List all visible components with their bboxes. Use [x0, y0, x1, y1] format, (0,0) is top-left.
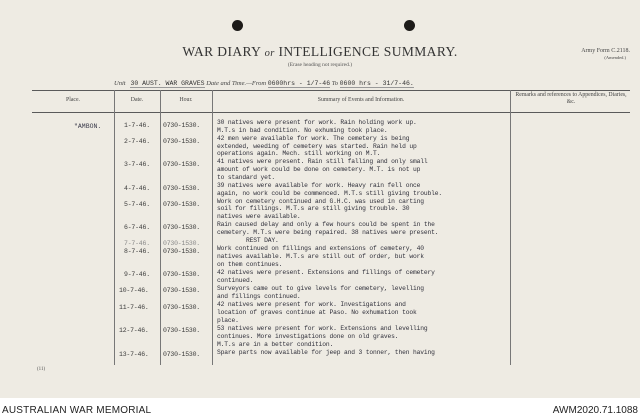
summary-line: again, no work could be commenced. M.T.s still giving trouble.: [217, 190, 442, 197]
summary-line: natives were available.: [217, 213, 301, 220]
entry-date: 11-7-46.: [119, 304, 149, 311]
form-title: [0, 44, 640, 60]
table-top-rule: [32, 90, 630, 91]
unit-value: 30 AUST. WAR GRAVES: [130, 80, 205, 87]
date-time-label: Date and Time.—From: [206, 80, 267, 87]
entry-date: 9-7-46.: [124, 271, 150, 278]
entry-hour: 0730-1530.: [163, 287, 201, 294]
summary-line: operations again. Mech. still working on M.T.: [217, 150, 381, 157]
entry-date: 1-7-46.: [124, 122, 150, 129]
entry-date: 13-7-46.: [119, 351, 149, 358]
summary-line: continues. More investigations done on old graves.: [217, 333, 399, 340]
summary-line: continued.: [217, 277, 254, 284]
summary-line: amount of work could be done on cemetery. M.T. is not up: [217, 166, 421, 173]
summary-line: M.T.s in bad condition. No exhuming took place.: [217, 127, 388, 134]
entry-date: 8-7-46.: [124, 248, 150, 255]
to-value: 0600 hrs - 31/7-46.: [339, 80, 414, 87]
summary-line: 42 natives were present. Extensions and fillings of cemetery: [217, 269, 435, 276]
summary-line: on them continues.: [217, 261, 283, 268]
summary-line: Spare parts now available for jeep and 3 tonner, then having: [217, 349, 435, 356]
summary-line: 30 natives were present for work. Rain holding work up.: [217, 119, 417, 126]
summary-line: extended, weeding of cemetery was started. Rain held up: [217, 143, 417, 150]
summary-line: 39 natives were available for work. Heavy rain fell once: [217, 182, 421, 189]
title-or: or: [264, 48, 275, 59]
unit-label: Unit: [114, 80, 126, 87]
summary-column-header: Summary of Events and Information.: [317, 97, 405, 103]
accession-number: AWM2020.71.1088: [552, 405, 638, 416]
summary-line: location of graves continue at Paso. No exhumation took: [217, 309, 417, 316]
title-intelligence-summary: INTELLIGENCE SUMMARY.: [278, 44, 458, 59]
entry-hour: 0730-1530.: [163, 271, 201, 278]
entry-hour: 0730-1530.: [163, 327, 201, 334]
amended-note: (Amended.): [604, 55, 626, 61]
entry-date: 6-7-46.: [124, 224, 150, 231]
header-bottom-rule: [32, 112, 630, 113]
summary-line: Rain caused delay and only a few hours could be spent in the: [217, 221, 435, 228]
summary-line: and fillings continued.: [217, 293, 301, 300]
entry-hour: 0730-1530.: [163, 248, 201, 255]
column-divider: [212, 90, 213, 365]
entry-hour: 0730-1530.: [163, 201, 201, 208]
entry-date: 4-7-46.: [124, 185, 150, 192]
column-divider: [510, 90, 511, 365]
archive-credit: AUSTRALIAN WAR MEMORIAL: [2, 405, 152, 416]
entry-hour: 0730-1530.: [163, 304, 201, 311]
summary-line: soil for fillings. M.T.s are still giving trouble. 30: [217, 205, 410, 212]
entry-hour: 0730-1530.: [163, 185, 201, 192]
summary-line: 53 natives were present for work. Extensions and levelling: [217, 325, 428, 332]
punch-hole-right: [404, 20, 415, 31]
to-label: To: [331, 80, 339, 87]
summary-line: 41 natives were present. Rain still falling and only small: [217, 158, 428, 165]
entry-date: 12-7-46.: [119, 327, 149, 334]
entry-hour: 0730-1530.: [163, 122, 201, 129]
summary-line: Surveyors came out to give levels for cemetery, levelling: [217, 285, 424, 292]
entry-hour: 0730-1530.: [163, 161, 201, 168]
hour-column-header: Hour.: [179, 97, 193, 103]
unit-date-line: [114, 80, 414, 88]
summary-line: 42 natives were present for work. Investigations and: [217, 301, 406, 308]
entry-date: 2-7-46.: [124, 138, 150, 145]
punch-hole-left: [232, 20, 243, 31]
summary-line: cemetery. M.T.s were being repaired. 38 natives were present.: [217, 229, 439, 236]
place-column-header: Place.: [65, 97, 80, 103]
from-value: 0600hrs - 1/7-46: [267, 80, 331, 87]
entry-date: 10-7-46.: [119, 287, 149, 294]
title-war-diary: WAR DIARY: [182, 44, 261, 59]
summary-line: place.: [217, 317, 239, 324]
entry-hour: 0730-1530.: [163, 224, 201, 231]
summary-line: natives available. M.T.s are still out of order, but work: [217, 253, 424, 260]
summary-line: M.T.s are in a better condition.: [217, 341, 334, 348]
summary-line: Work continued on fillings and extensions of cemetery, 40: [217, 245, 424, 252]
entry-hour: 0730-1530.: [163, 138, 201, 145]
erase-heading-note: (Erase heading not required.): [287, 62, 353, 68]
entry-hour: 0730-1530.: [163, 240, 201, 247]
entry-date: 3-7-46.: [124, 161, 150, 168]
form-number-text: Army Form C.2118.: [581, 48, 630, 54]
column-divider: [114, 90, 115, 365]
summary-line: 42 men were available for work. The cemetery is being: [217, 135, 410, 142]
summary-line: to standard yet.: [217, 174, 276, 181]
army-form-number: [560, 48, 630, 61]
column-divider: [160, 90, 161, 365]
entry-date: 7-7-46.: [124, 240, 150, 247]
summary-line-rest-day: REST DAY.: [246, 237, 279, 244]
entry-date: 5-7-46.: [124, 201, 150, 208]
page-number: (11): [37, 367, 46, 372]
summary-line: Work on cemetery continued and G.H.C. was used in carting: [217, 198, 424, 205]
remarks-column-header: Remarks and references to Appendices, Diaries, &c.: [515, 92, 627, 105]
entry-hour: 0730-1530.: [163, 351, 201, 358]
place-entry: "AMBON.: [74, 123, 102, 130]
date-column-header: Date.: [130, 97, 144, 103]
